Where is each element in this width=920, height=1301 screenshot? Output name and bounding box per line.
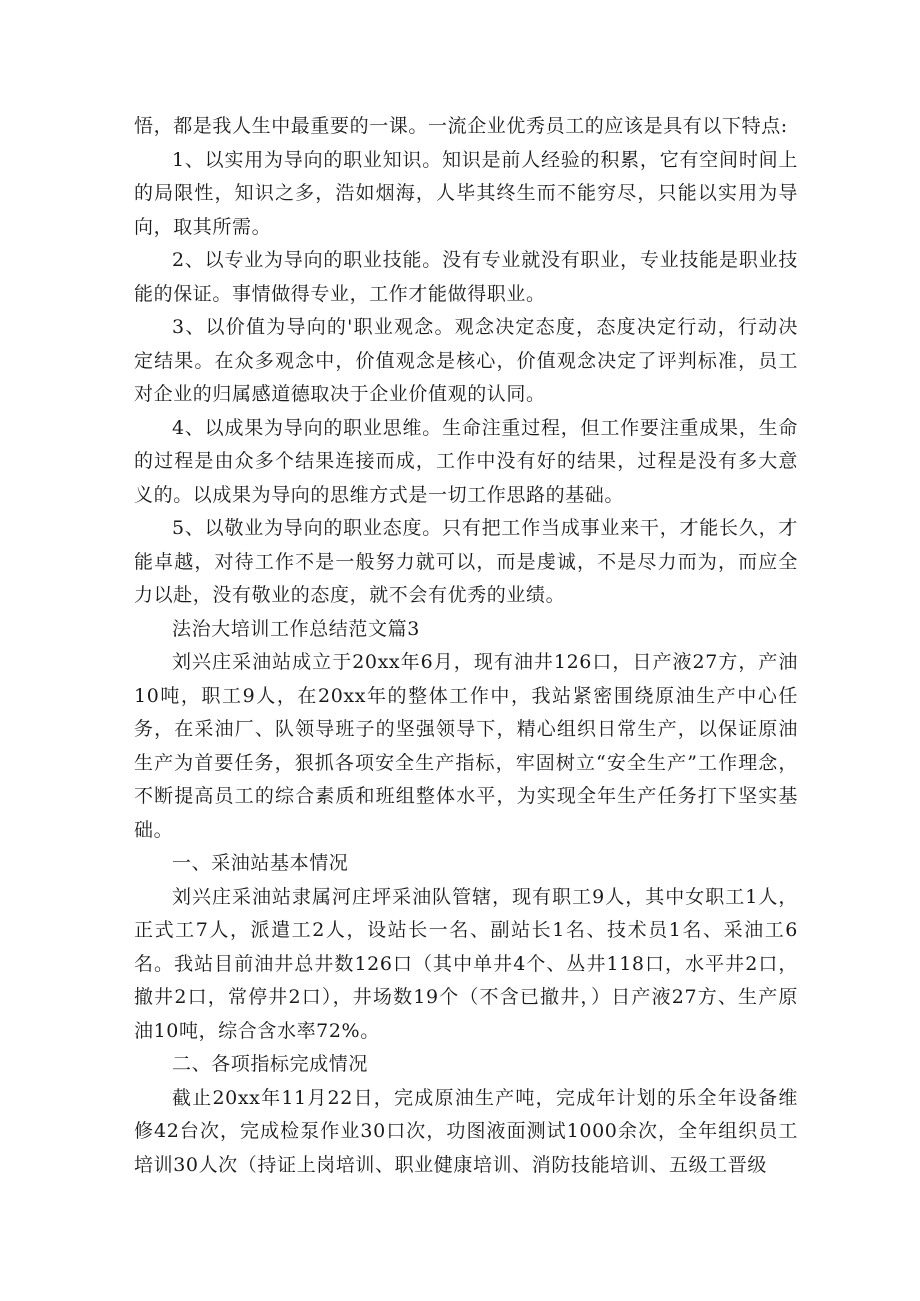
paragraph-point-3: 3、以价值为导向的'职业观念。观念决定态度，态度决定行动，行动决定结果。在众多观念中，价值观念是核心，价值观念决定了评判标准，员工对企业的归属感道德取决于企业价值观的认同。 — [134, 316, 798, 405]
paragraph-point-2: 2、以专业为导向的职业技能。没有专业就没有职业，专业技能是职业技能的保证。事情做得专业，工作才能做得职业。 — [134, 249, 798, 305]
paragraph-indicators: 截止20xx年11月22日，完成原油生产吨，完成年计划的乐全年设备维修42台次，完成检泵作业30口次，功图液面测试1000余次，全年组织员工培训30人次（持证上岗培训、职业健康培训、消防技能培训、五级工晋级 — [134, 1086, 798, 1176]
paragraph-station-overview: 刘兴庄采油站成立于20xx年6月，现有油井126口，日产液27方，产油10吨，职工9人，在20xx年的整体工作中，我站紧密围绕原油生产中心任务，在采油厂、队领导班子的坚强领导下，精心组织日常生产，以保证原油生产为首要任务，狠抓各项安全生产指标，牢固树立“安全生产”工作理念，不断提高员工的综合素质和班组整体水平，为实现全年生产任务打下坚实基础。 — [134, 651, 798, 841]
paragraph-intro-continuation: 悟，都是我人生中最重要的一课。一流企业优秀员工的应该是具有以下特点: — [134, 115, 788, 137]
paragraph-point-4: 4、以成果为导向的职业思维。生命注重过程，但工作要注重成果，生命的过程是由众多个结果连接而成，工作中没有好的结果，过程是没有多大意义的。以成果为导向的思维方式是一切工作思路的基础。 — [134, 416, 798, 506]
paragraph-basic-situation: 刘兴庄采油站隶属河庄坪采油队管辖，现有职工9人，其中女职工1人，正式工7人，派遣工2人，设站长一名、副站长1名、技术员1名、采油工6名。我站目前油井总井数126口（其中单井4个、丛井118口，水平井2口，撤井2口，常停井2口），井场数19个（不含已撤井，）日产液27方、生产原油10吨，综合含水率72%。 — [134, 885, 798, 1042]
document-body — [134, 110, 798, 1182]
heading-basic-situation: 一、采油站基本情况 — [172, 852, 349, 874]
paragraph-point-1: 1、以实用为导向的职业知识。知识是前人经验的积累，它有空间时间上的局限性，知识之多，浩如烟海，人毕其终生而不能穷尽，只能以实用为导向，取其所需。 — [134, 148, 798, 238]
section-title: 法治大培训工作总结范文篇3 — [172, 617, 420, 640]
heading-indicators: 二、各项指标完成情况 — [172, 1053, 369, 1075]
paragraph-point-5: 5、以敬业为导向的职业态度。只有把工作当成事业来干，才能长久，才能卓越，对待工作不是一般努力就可以，而是虔诚，不是尽力而为，而应全力以赴，没有敬业的态度，就不会有优秀的业绩。 — [134, 517, 798, 606]
